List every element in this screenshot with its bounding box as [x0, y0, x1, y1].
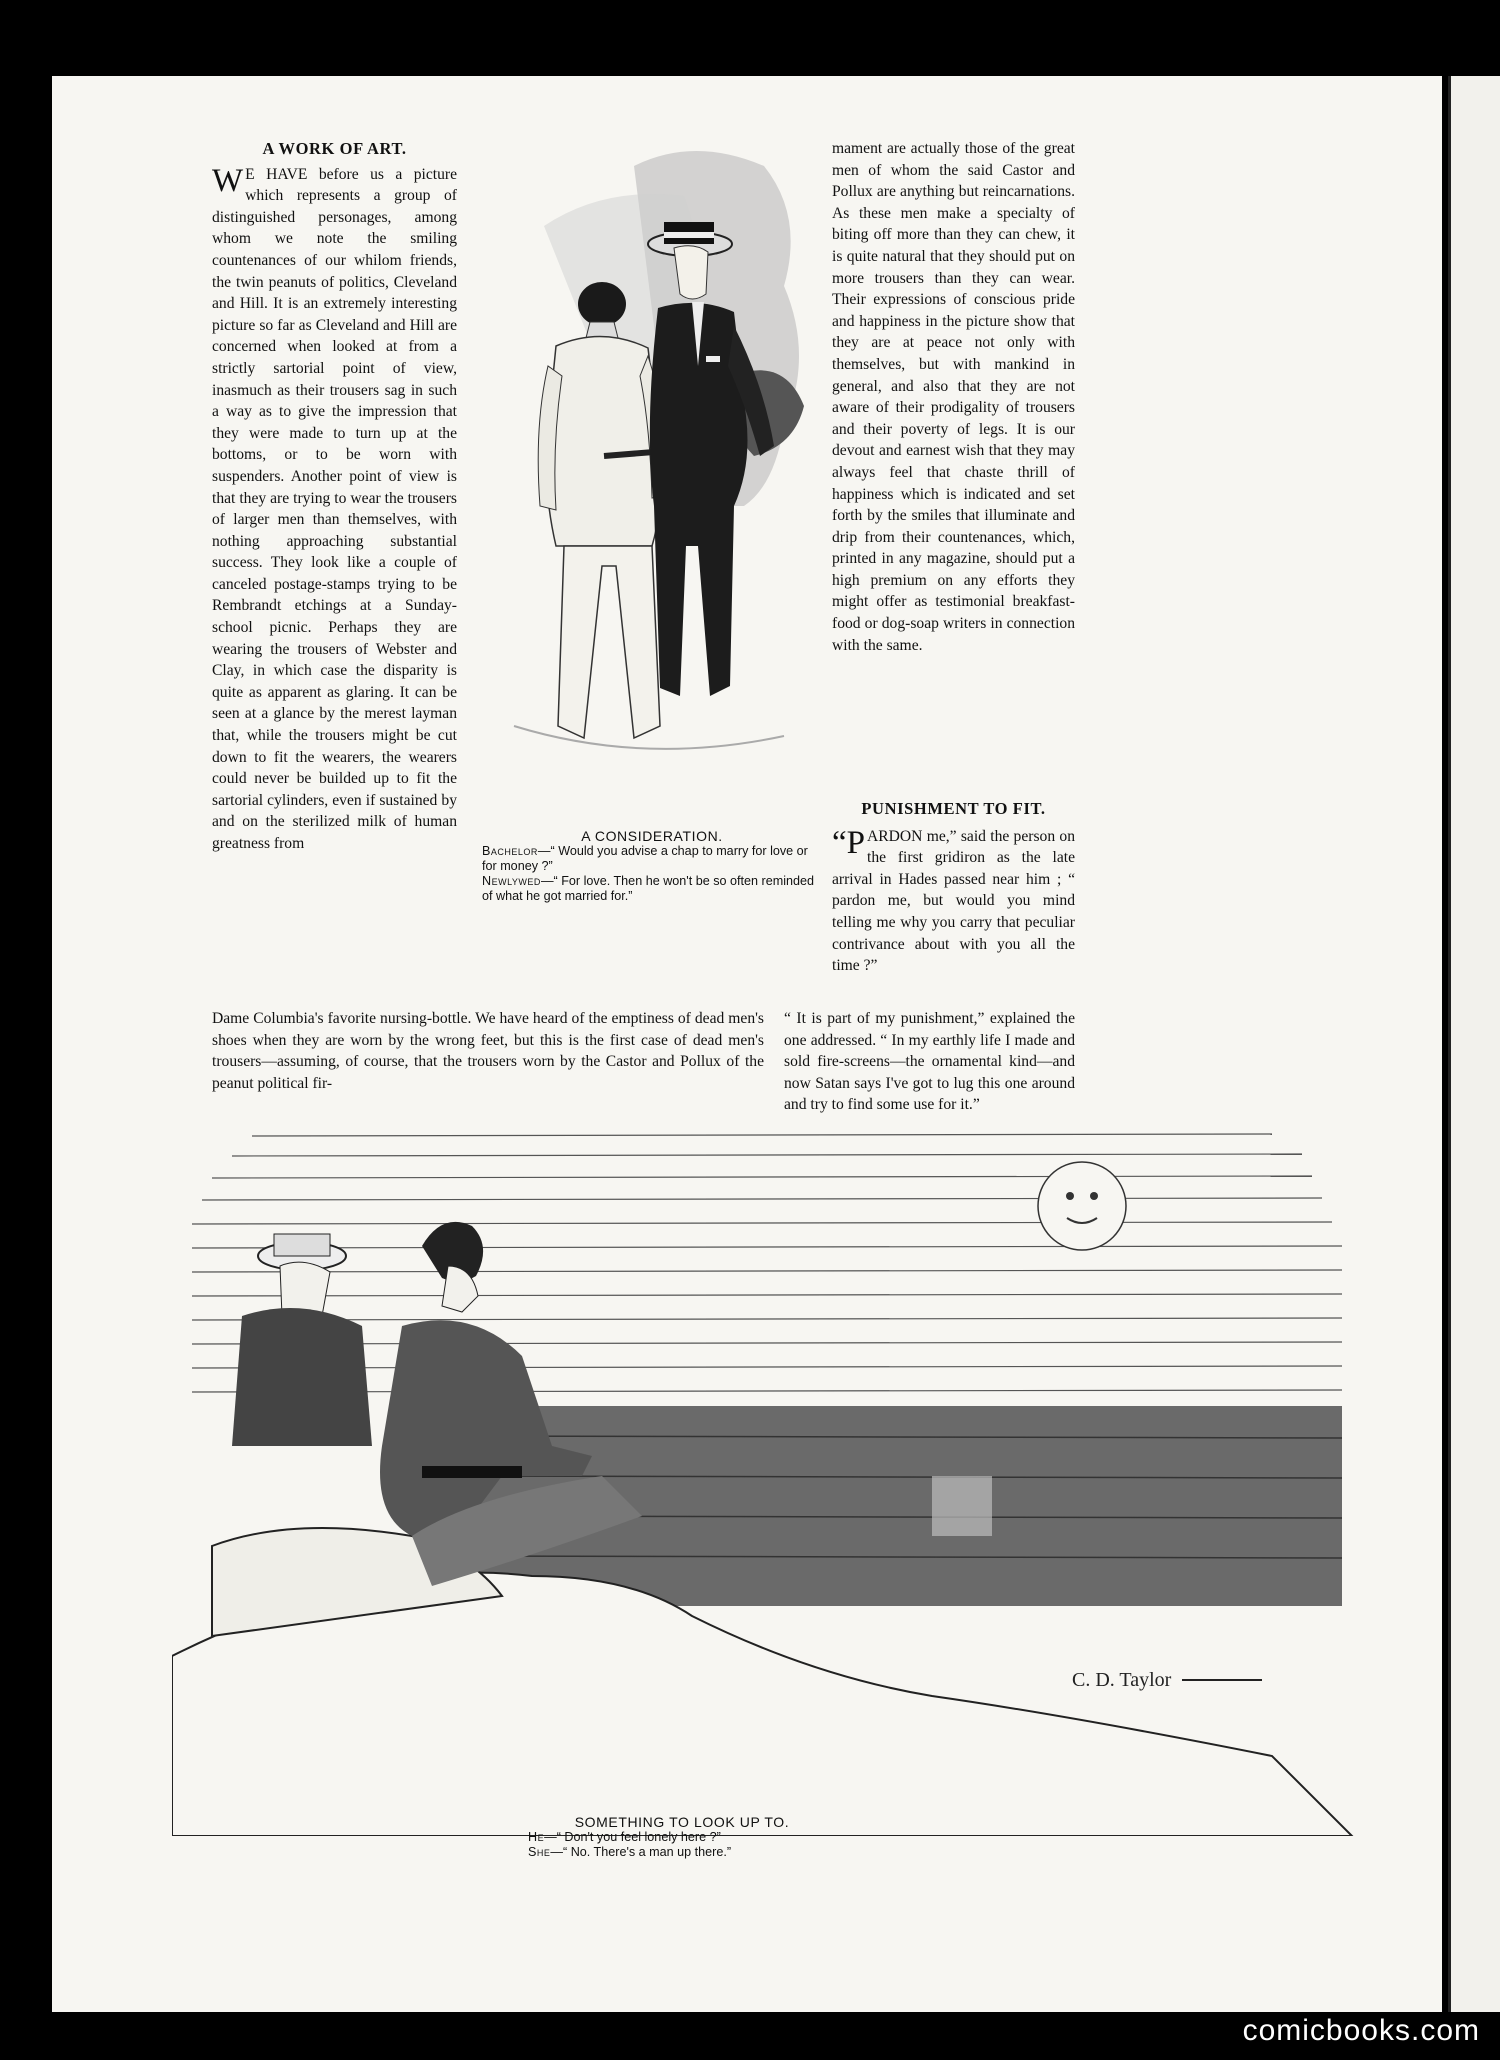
article-punishment-body: “PARDON me,” said the person on the first gridiron as the late arrival in Hades passed near him ; “ pardon me, but would you mind telling me why you carry that peculiar contrivance about with you all the time ?”: [832, 824, 1075, 975]
article-title-work-of-art: A WORK OF ART.: [262, 139, 407, 158]
cartoon-look-up-illustration: [172, 1116, 1372, 1836]
cartoon-consideration-caption: [482, 828, 822, 904]
article-work-of-art-right-column: mament are actually those of the great men of whom the said Castor and Pollux are anything but reincarnations. As these men make a specialty of biting off more than they can chew, it is quite natural that they should put on more trousers than they can wear. Their expressions of conscious pride and happiness in the picture show that they are at peace not only with themselves, but with mankind in general, and also that they are not aware of their prodigality of trousers and their poverty of legs. It is our devout and earnest wish that they may always feel that chaste thrill of happiness which is indicated and set forth by the smiles that illuminate and drip from their countenances, which, printed in any magazine, should put a high premium on any efforts they might offer as testimonial breakfast-food or dog-soap writers in connection with the same.: [832, 140, 1075, 654]
caption-title: A CONSIDERATION.: [581, 828, 723, 844]
cartoon-consideration-illustration: [484, 126, 814, 826]
caption-dialogue-she: She—“ No. There's a man up there.”: [528, 1845, 732, 1859]
article-work-of-art-left-column: [212, 138, 457, 855]
article-title-punishment: PUNISHMENT TO FIT.: [861, 799, 1046, 818]
caption-title: SOMETHING TO LOOK UP TO.: [574, 1814, 790, 1830]
cartoon-look-up-caption: [522, 1814, 842, 1860]
artist-signature: C. D. Taylor: [1072, 1669, 1172, 1691]
caption-dialogue-bachelor: Bachelor—“ Would you advise a chap to marry for love or for money ?”: [482, 844, 808, 873]
caption-dialogue-he: He—“ Don't you feel lonely here ?”: [528, 1830, 721, 1844]
article-work-of-art-continuation: Dame Columbia's favorite nursing-bottle. We have heard of the emptiness of dead men's shoes when they are worn by the wrong feet, but this is the first case of dead men's trousers—assuming, of course, that the trousers worn by the Castor and Pollux of the peanut political fir-: [212, 1010, 764, 1092]
article-work-of-art-body: W E HAVE before us a picture which represents a group of distinguished personages, among whom we note the smiling countenances of our whilom friends, the twin peanuts of politics, Cleveland and Hill. It is an extremely interesting picture so far as Cleveland and Hill are concerned when looked at from a strictly sartorial point of view, inasmuch as their trousers sag in such a way as to give the impression that they were made to turn up at the bottoms, or to be worn with suspenders. Another point of view is that they are trying to wear the trousers of larger men than themselves, with nothing approaching substantial success. They look like a couple of canceled postage-stamps trying to be Rembrandt etchings at a Sunday-school picnic. Perhaps they are wearing the trousers of Webster and Clay, in which case the disparity is quite as apparent as glaring. It can be seen at a glance by the merest layman that, while the trousers might be cut down to fit the wearers, the wearers could never be builded up to fit the sartorial cylinders, even if sustained by and on the sterilized milk of human greatness from: [212, 162, 457, 852]
article-punishment-continuation: “ It is part of my punishment,” explained the one addressed. “ In my earthly life I made and sold fire-screens—the ornamental kind—and now Satan says I've got to lug this one around and try to find some use for it.”: [784, 1010, 1075, 1114]
article-punishment-to-fit: [832, 798, 1075, 977]
adjacent-page-edge: [1448, 76, 1500, 2012]
drop-cap: “P: [832, 824, 865, 861]
magazine-page: [52, 76, 1442, 2012]
watermark: comicbooks.com: [1242, 2014, 1480, 2047]
caption-dialogue-newlywed: Newlywed—“ For love. Then he won't be so often reminded of what he got married for.”: [482, 874, 815, 903]
drop-cap: W: [212, 162, 244, 199]
